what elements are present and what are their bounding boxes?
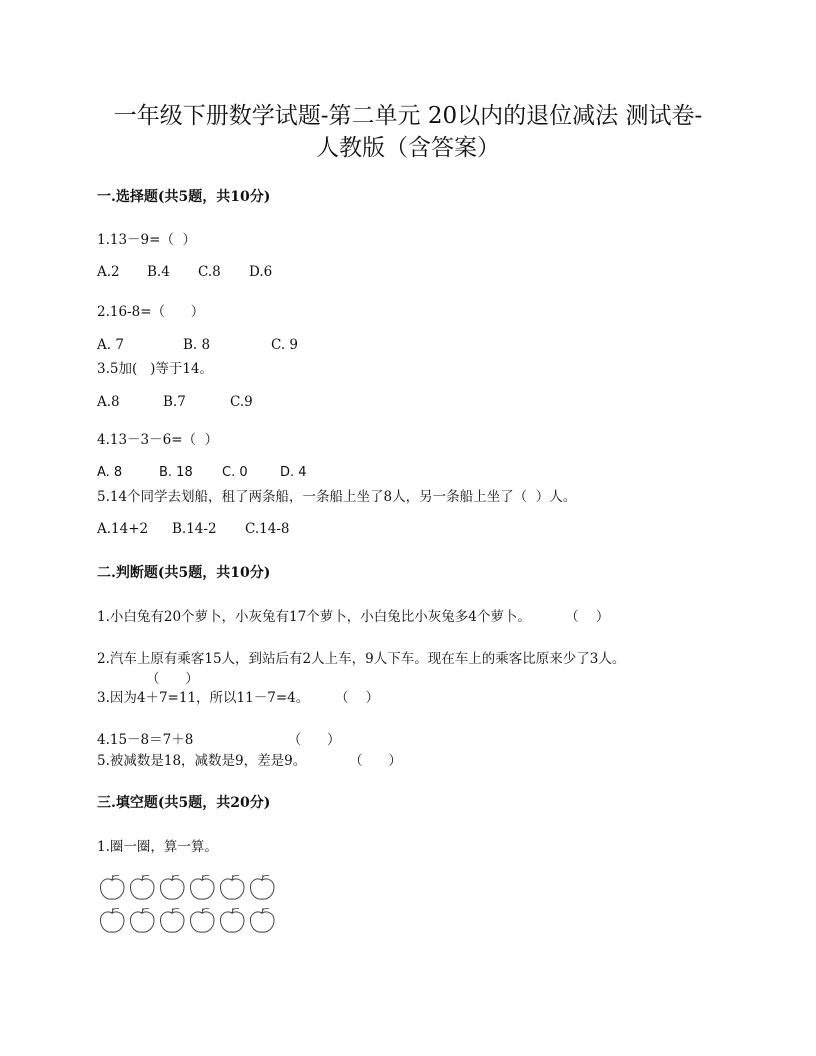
option-a: A. 7 [97,337,124,353]
question-1-2: 2.16-8=（ ） [97,304,205,320]
apple-grid [99,872,279,936]
question-2-2-answer-blank: （ ） [146,671,199,687]
section-heading-judgement: 二.判断题(共5题，共10分) [97,565,271,581]
apple-icon [130,908,154,932]
apple-row-1 [100,875,274,899]
question-2-5: 5.被减数是18，减数是9，差是9。 （ ） [97,753,402,769]
question-1-5: 5.14个同学去划船，租了两条船，一条船上坐了8人，另一条船上坐了（ ）人。 [97,489,577,505]
option-c: C. 9 [271,337,299,353]
option-b: B. 8 [183,337,211,353]
question-2-3: 3.因为4＋7=11，所以11－7=4。 （ ） [97,690,380,706]
apple-icon [100,875,124,899]
apple-illustration [99,872,279,940]
option-a: A.2 [97,264,120,280]
option-b: B.7 [163,394,186,410]
document-title [90,100,726,164]
apple-icon [220,908,244,932]
option-b: B.14-2 [172,521,217,537]
option-a: A.8 [97,394,120,410]
apple-row-2 [100,908,274,932]
option-c: C. 0 [222,465,248,480]
option-c: C.14-8 [245,521,290,537]
question-3-1: 1.圈一圈，算一算。 [97,839,218,855]
section-heading-fill-in: 三.填空题(共5题，共20分) [97,795,271,811]
apple-icon [250,875,274,899]
title-line-2: 人教版（含答案） [316,135,500,161]
question-2-1: 1.小白兔有20个萝卜，小灰兔有17个萝卜，小白兔比小灰兔多4个萝卜。 （ ） [97,609,610,625]
option-a: A.14+2 [97,521,149,537]
apple-icon [190,908,214,932]
apple-icon [160,875,184,899]
option-c: C.8 [198,264,221,280]
apple-icon [190,875,214,899]
question-1-1: 1.13－9=（ ） [97,232,197,248]
apple-icon [130,875,154,899]
section-heading-choice: 一.选择题(共5题，共10分) [97,189,271,205]
option-c: C.9 [230,394,253,410]
question-2-4: 4.15－8＝7＋8 （ ） [97,732,341,748]
option-d: D.6 [249,264,273,280]
apple-icon [220,875,244,899]
option-b: B. 18 [159,465,193,480]
apple-icon [160,908,184,932]
apple-icon [100,908,124,932]
question-1-4: 4.13－3－6=（ ） [97,432,219,448]
apple-icon [250,908,274,932]
option-d: D. 4 [280,465,307,480]
option-a: A. 8 [97,465,123,480]
question-2-2: 2.汽车上原有乘客15人，到站后有2人上车，9人下车。现在车上的乘客比原来少了3人。 [97,651,626,667]
option-b: B.4 [147,264,170,280]
question-1-3: 3.5加( )等于14。 [97,361,214,377]
title-line-1: 一年级下册数学试题-第二单元 20以内的退位减法 测试卷- [113,103,703,129]
